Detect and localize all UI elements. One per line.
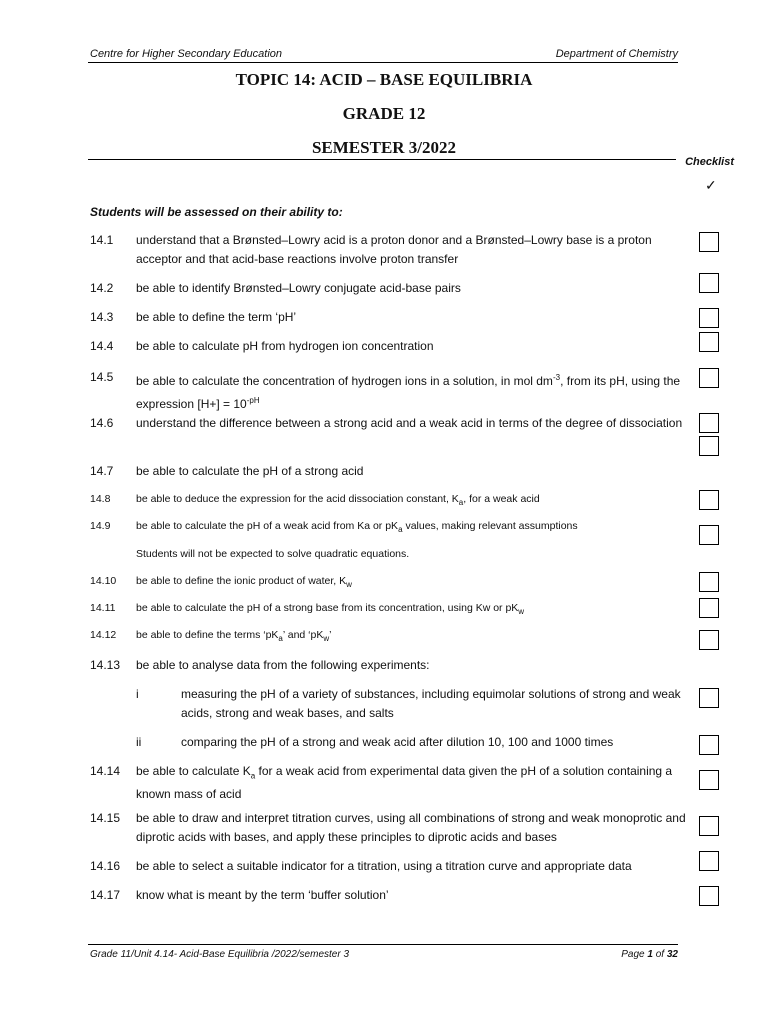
item-number: 14.14: [90, 764, 121, 778]
title-divider: [88, 159, 676, 160]
note-text: Students will not be expected to solve quadratic equations.: [136, 548, 410, 560]
item-number: 14.10: [90, 575, 117, 587]
checkbox-14-13-ii[interactable]: [699, 735, 719, 755]
sub-item-number: i: [136, 687, 139, 701]
item-text: be able to calculate the pH of a strong base from its concentration, using Kw or $pK_w$: [136, 602, 525, 617]
item-number: 14.11: [90, 602, 116, 614]
checkbox-14-2[interactable]: [699, 273, 719, 293]
semester-title: SEMESTER 3/2022: [311, 138, 457, 157]
item-text: be able to calculate $K_a$ for a weak acid from experimental data given the pH of a solution containing a known mass of acid: [136, 764, 673, 802]
checkbox-14-12[interactable]: [699, 630, 719, 650]
item-number: 14.13: [90, 658, 121, 672]
item-text: know what is meant by the term ‘buffer solution’: [136, 888, 389, 902]
page-number: Page 1 of 32: [621, 949, 678, 960]
item-text: be able to deduce the expression for the acid dissociation constant, $K_a$, for a weak acid: [136, 493, 540, 508]
intro-text: Students will be assessed on their ability to:: [90, 205, 343, 219]
item-number: 14.17: [90, 888, 121, 902]
checkbox-14-13-i[interactable]: [699, 688, 719, 708]
item-number: 14.5: [90, 370, 114, 384]
item-text: be able to define the term ‘pH’: [136, 310, 297, 324]
checkbox-14-6b[interactable]: [699, 436, 719, 456]
item-text: be able to draw and interpret titration curves, using all combinations of strong and weak monoprotic and diprotic acids with bases, and apply these principles to diprotic acids and bases: [136, 811, 686, 844]
checkbox-14-11[interactable]: [699, 598, 719, 618]
item-text: be able to analyse data from the following experiments:: [136, 658, 430, 672]
checkbox-14-6a[interactable]: [699, 413, 719, 433]
item-text: be able to calculate the concentration of hydrogen ions in a solution, in mol $dm^{-3}$, from its pH, using the expression $[H+] = 10^{-pH}$: [136, 373, 681, 411]
checkbox-14-16[interactable]: [699, 851, 719, 871]
checkbox-14-1[interactable]: [699, 232, 719, 252]
header-right: Department of Chemistry: [555, 48, 678, 60]
item-number: 14.16: [90, 859, 121, 873]
header-divider: [88, 62, 678, 63]
item-text: understand that a Brønsted–Lowry acid is a proton donor and a Brønsted–Lowry base is a proton acceptor and that acid-base reactions involve proton transfer: [136, 233, 652, 266]
item-number: 14.6: [90, 416, 114, 430]
sub-item-text: measuring the pH of a variety of substances, including equimolar solutions of strong and weak acids, strong and weak bases, and salts: [181, 687, 681, 720]
item-text: understand the difference between a strong acid and a weak acid in terms of the degree of dissociation: [136, 416, 683, 430]
grade-title: GRADE 12: [342, 104, 426, 123]
checkbox-14-17[interactable]: [699, 886, 719, 906]
footer-left: Grade 11/Unit 4.14- Acid-Base Equilibria /2022/semester 3: [90, 949, 350, 960]
checkbox-14-8[interactable]: [699, 490, 719, 510]
item-number: 14.7: [90, 464, 114, 478]
sub-item-text: comparing the pH of a strong and weak acid after dilution 10, 100 and 1000 times: [181, 735, 614, 749]
item-text: be able to calculate the pH of a weak acid from Ka or $pK_a$ values, making relevant assumptions: [136, 520, 578, 535]
check-mark-icon: ✓: [705, 177, 717, 193]
item-number: 14.3: [90, 310, 114, 324]
item-text: be able to define the ionic product of water, $K_w$: [136, 575, 352, 590]
checkbox-14-5[interactable]: [699, 368, 719, 388]
checklist-label: Checklist: [685, 156, 734, 168]
checkbox-14-10[interactable]: [699, 572, 719, 592]
footer-divider: [88, 944, 678, 945]
checkbox-14-15[interactable]: [699, 816, 719, 836]
item-text: be able to calculate the pH of a strong acid: [136, 464, 364, 478]
checkbox-14-14[interactable]: [699, 770, 719, 790]
item-text: be able to identify Brønsted–Lowry conjugate acid-base pairs: [136, 281, 461, 295]
item-number: 14.4: [90, 339, 114, 353]
checkbox-14-3[interactable]: [699, 308, 719, 328]
sub-item-number: ii: [136, 735, 142, 749]
item-text: be able to select a suitable indicator for a titration, using a titration curve and appropriate data: [136, 859, 632, 873]
item-number: 14.1: [90, 233, 114, 247]
header-left: Centre for Higher Secondary Education: [90, 48, 282, 60]
item-number: 14.12: [90, 629, 117, 641]
checkbox-14-4[interactable]: [699, 332, 719, 352]
item-number: 14.9: [90, 520, 111, 532]
topic-title: TOPIC 14: ACID – BASE EQUILIBRIA: [235, 70, 533, 89]
item-number: 14.2: [90, 281, 114, 295]
item-text: be able to define the terms ‘$pK_a$’ and ‘$pK_w$’: [136, 629, 332, 644]
item-number: 14.8: [90, 493, 111, 505]
item-text: be able to calculate pH from hydrogen ion concentration: [136, 339, 434, 353]
checkbox-14-9[interactable]: [699, 525, 719, 545]
item-number: 14.15: [90, 811, 121, 825]
